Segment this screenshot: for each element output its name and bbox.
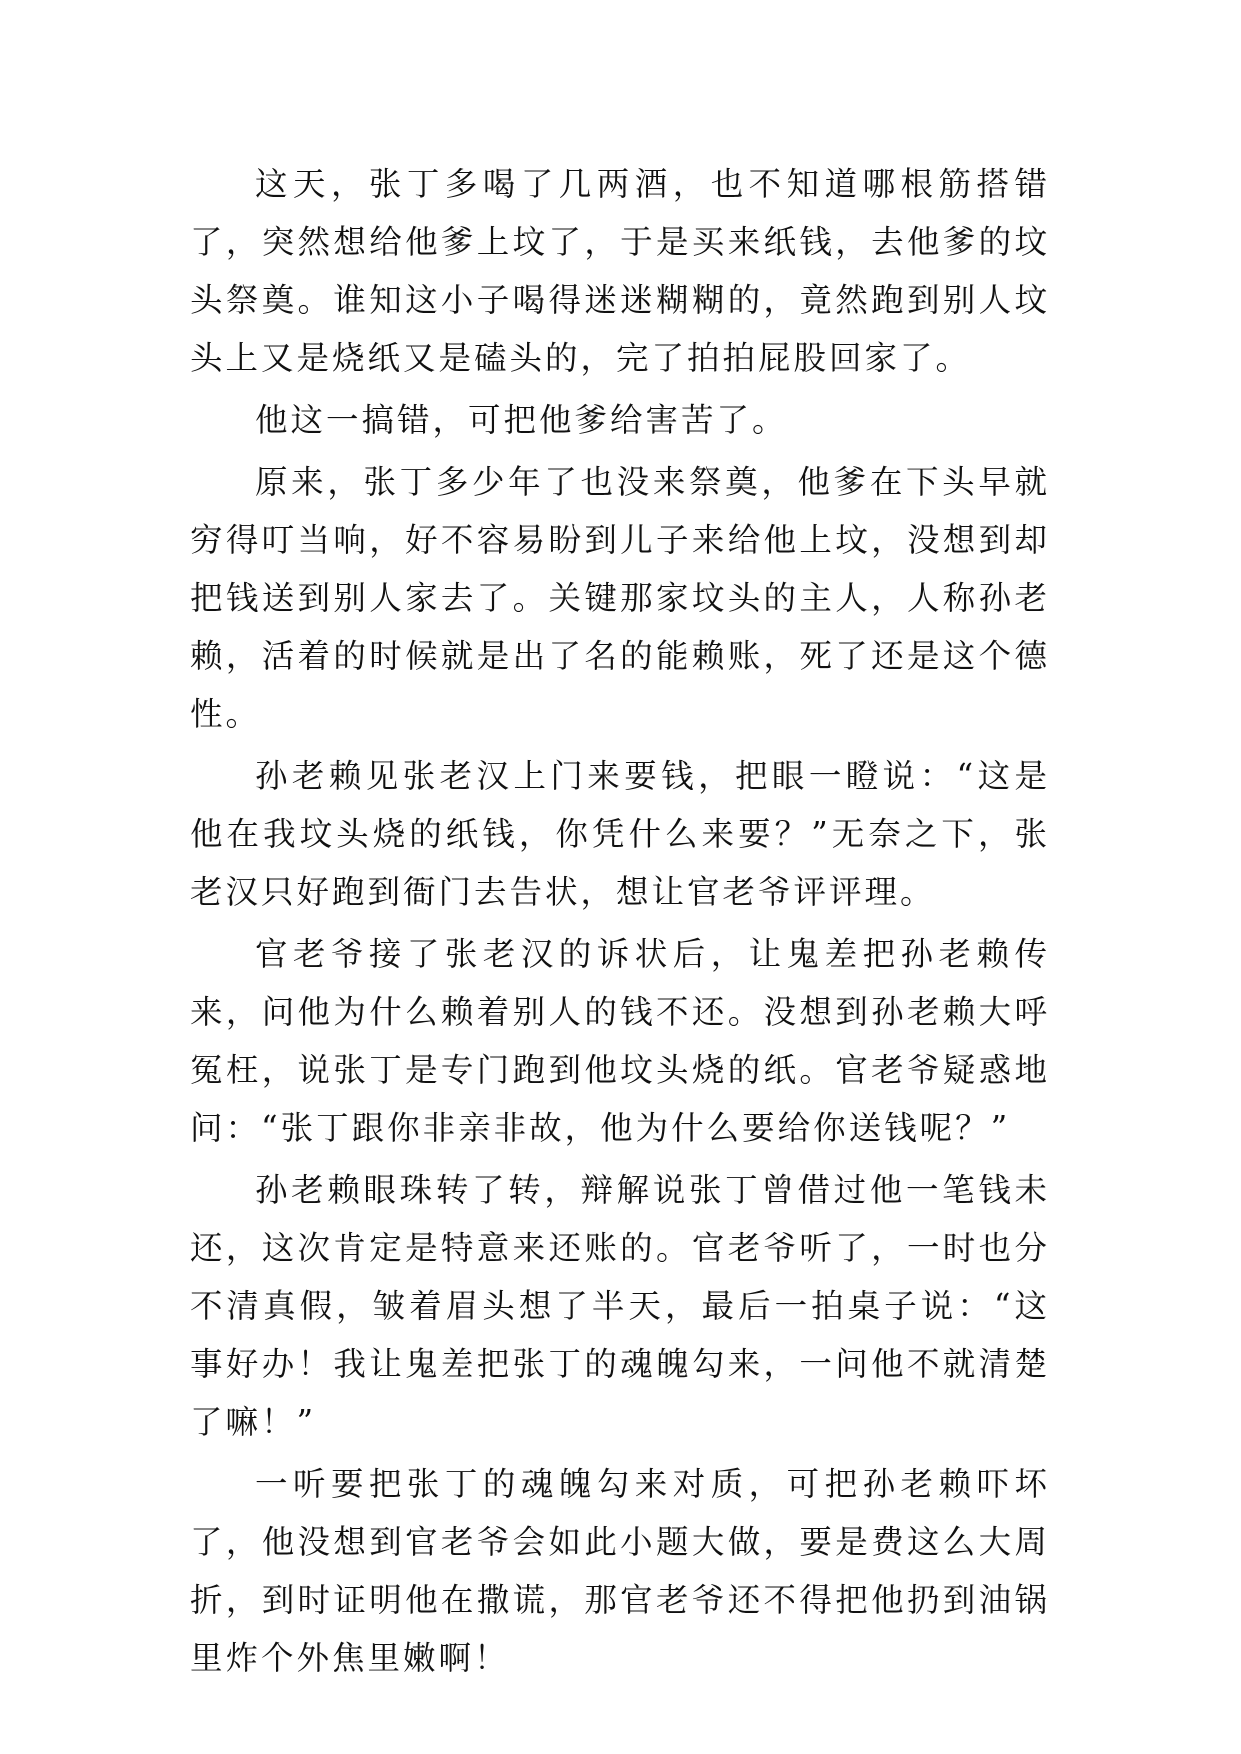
story-body [190,155,1050,1691]
paragraph-4: 孙老赖见张老汉上门来要钱，把眼一瞪说：“这是他在我坟头烧的纸钱，你凭什么来要？”无奈之下，张老汉只好跑到衙门去告状，想让官老爷评评理。 [190,757,1050,911]
paragraph-2: 他这一搞错，可把他爹给害苦了。 [255,401,788,439]
paragraph-5: 官老爷接了张老汉的诉状后，让鬼差把孙老赖传来，问他为什么赖着别人的钱不还。没想到孙老赖大呼冤枉，说张丁是专门跑到他坟头烧的纸。官老爷疑惑地问：“张丁跟你非亲非故，他为什么要给你送钱呢？” [190,935,1050,1147]
paragraph-3: 原来，张丁多少年了也没来祭奠，他爹在下头早就穷得叮当响，好不容易盼到儿子来给他上坟，没想到却把钱送到别人家去了。关键那家坟头的主人，人称孙老赖，活着的时候就是出了名的能赖账，死了还是这个德性。 [190,463,1050,733]
paragraph-1: 这天，张丁多喝了几两酒，也不知道哪根筋搭错了，突然想给他爹上坟了，于是买来纸钱，去他爹的坟头祭奠。谁知这小子喝得迷迷糊糊的，竟然跑到别人坟头上又是烧纸又是磕头的，完了拍拍屁股回家了。 [190,165,1050,377]
paragraph-6: 孙老赖眼珠转了转，辩解说张丁曾借过他一笔钱未还，这次肯定是特意来还账的。官老爷听了，一时也分不清真假，皱着眉头想了半天，最后一拍桌子说：“这事好办！我让鬼差把张丁的魂魄勾来，一问他不就清楚了嘛！” [190,1171,1050,1441]
paragraph-7: 一听要把张丁的魂魄勾来对质，可把孙老赖吓坏了，他没想到官老爷会如此小题大做，要是费这么大周折，到时证明他在撒谎，那官老爷还不得把他扔到油锅里炸个外焦里嫩啊！ [190,1465,1050,1677]
